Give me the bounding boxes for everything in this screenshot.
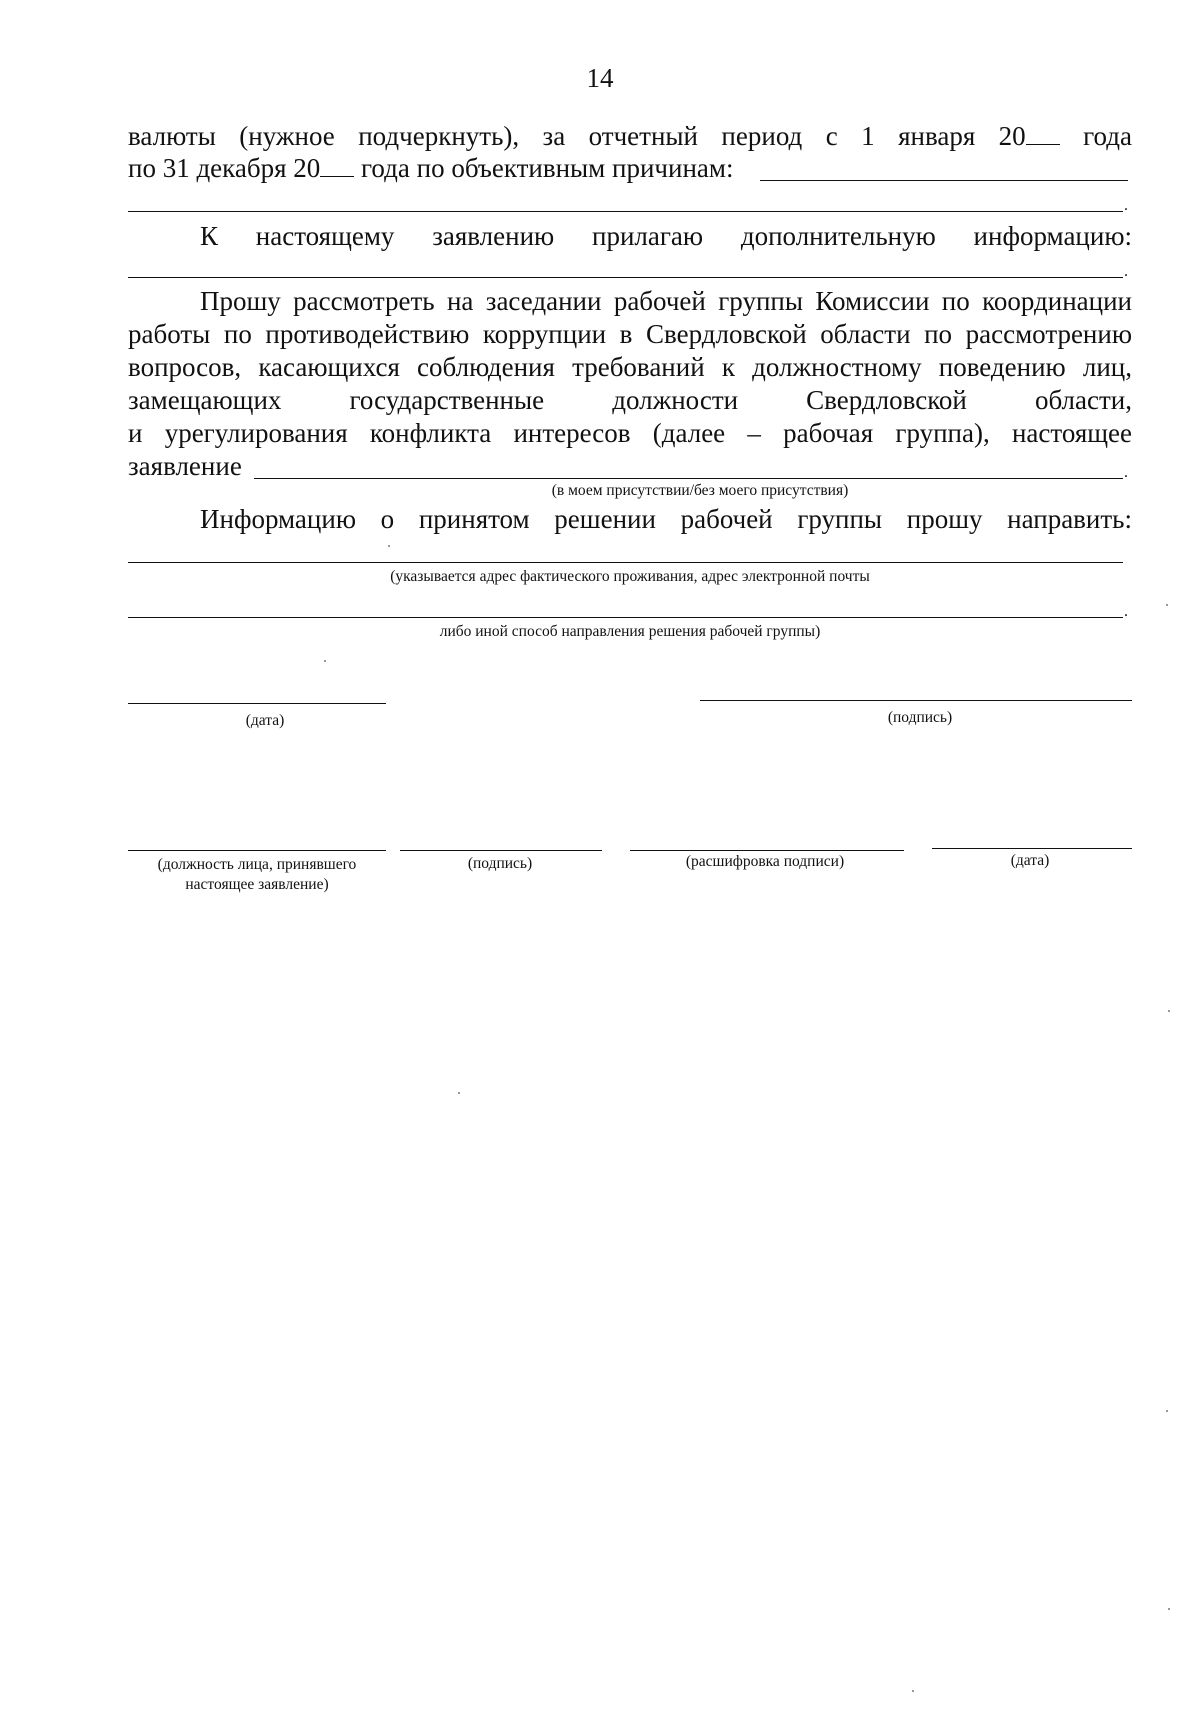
hint-acceptance-date: (дата) (1010, 852, 1050, 869)
hint-signature-decoding: (расшифровка подписи) (685, 853, 845, 870)
text-statement-label: заявление (128, 451, 242, 481)
position-field-line[interactable] (128, 850, 386, 851)
period-mark-2: . (1124, 263, 1128, 280)
scan-speck (1168, 1010, 1170, 1012)
hint-address-1: (указывается адрес фактического проживания, адрес электронной почты (390, 568, 870, 585)
text-request-1: Прошу рассмотреть на заседании рабочей группы Комиссии по координации (200, 286, 1132, 316)
text-line-currency (128, 120, 1132, 152)
text-request-3: вопросов, касающихся соблюдения требований к должностному поведению лиц, (128, 352, 1132, 382)
hint-presence: (в моем присутствии/без моего присутствия) (551, 482, 849, 499)
year-blank-2[interactable] (320, 154, 354, 177)
text-reasons: года по объективным причинам: (361, 153, 734, 183)
period-mark-4: . (1124, 603, 1128, 620)
scan-speck (912, 1690, 914, 1692)
reasons-field-line[interactable] (760, 180, 1128, 181)
attach-field-line[interactable] (128, 277, 1123, 278)
date-field-line[interactable] (128, 703, 386, 704)
presence-field-line[interactable] (254, 478, 1123, 479)
reasons-field-line-2[interactable] (128, 211, 1123, 212)
hint-address-2: либо иной способ направления решения рабочей группы) (439, 623, 821, 640)
text-info-direct: Информацию о принятом решении рабочей группы прошу направить: (200, 504, 1132, 534)
scan-speck (1168, 1608, 1170, 1610)
text-request-2: работы по противодействию коррупции в Свердловской области по рассмотрению (128, 319, 1132, 349)
period-mark-3: . (1124, 464, 1128, 481)
year-blank-1[interactable] (1026, 122, 1060, 145)
text-attach-info: К настоящему заявлению прилагаю дополнительную информацию: (200, 221, 1132, 251)
scan-speck (324, 660, 326, 662)
signature-decoding-line[interactable] (630, 850, 904, 851)
acceptance-signature-line[interactable] (400, 850, 602, 851)
text-year: года (1083, 121, 1132, 151)
text-line-period-end (128, 152, 733, 184)
scan-speck (1166, 1410, 1168, 1412)
scan-speck (1166, 604, 1168, 606)
address-field-line-1[interactable] (128, 562, 1123, 563)
text-currency-period: валюты (нужное подчеркнуть), за отчетный период с 1 января 20 (128, 121, 1026, 151)
hint-position: (должность лица, принявшего настоящее заявление) (157, 856, 357, 893)
text-december: по 31 декабря 20 (128, 153, 321, 183)
hint-signature: (подпись) (887, 709, 953, 726)
text-request-4: замещающих государственные должности Свердловской области, (128, 385, 1132, 415)
signature-field-line[interactable] (700, 700, 1132, 701)
scan-speck (388, 545, 390, 547)
scan-speck (458, 1092, 460, 1094)
acceptance-date-line[interactable] (932, 848, 1132, 849)
text-request-5: и урегулирования конфликта интересов (далее – рабочая группа), настоящее (128, 418, 1132, 448)
page-number: 14 (586, 63, 614, 93)
address-field-line-2[interactable] (128, 617, 1123, 618)
period-mark: . (1124, 197, 1128, 214)
hint-date: (дата) (245, 712, 285, 729)
hint-acceptance-signature: (подпись) (467, 855, 533, 872)
